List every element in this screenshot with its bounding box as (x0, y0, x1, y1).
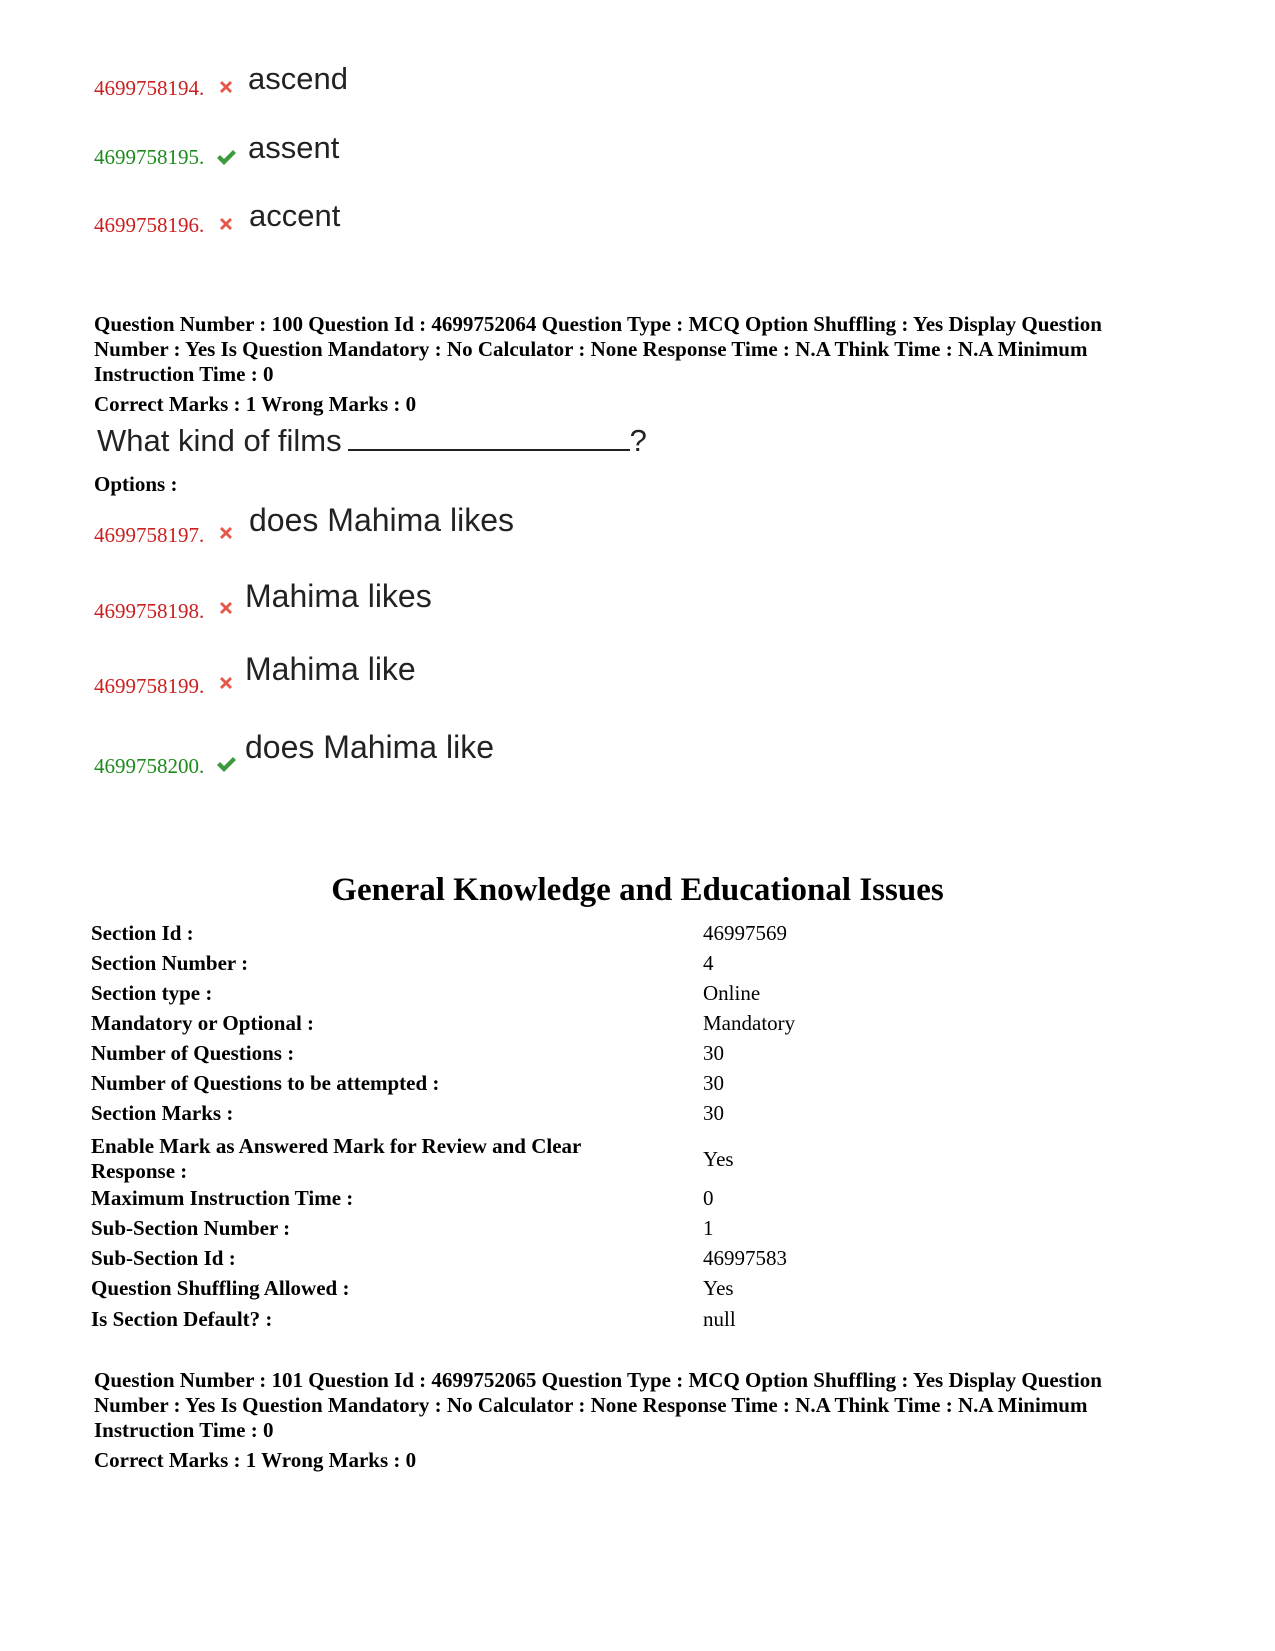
cross-icon (215, 672, 237, 694)
cross-icon (215, 597, 237, 619)
option-text: assent (248, 130, 340, 165)
option-id: 4699758196. (94, 213, 205, 237)
cross-icon (215, 213, 237, 235)
option-id: 4699758199. (94, 674, 205, 698)
option-id: 4699758198. (94, 599, 205, 623)
section-row: Is Section Default? : null (91, 1307, 736, 1331)
answer-blank (348, 423, 630, 451)
section-row: Question Shuffling Allowed : Yes (91, 1276, 734, 1300)
check-icon (215, 753, 237, 775)
check-icon (215, 146, 237, 168)
section-row: Maximum Instruction Time : 0 (91, 1186, 714, 1210)
option-text: Mahima likes (245, 578, 432, 614)
section-row: Section type : Online (91, 981, 761, 1005)
cross-icon (215, 522, 237, 544)
question-100-text: What kind of films ? (97, 423, 647, 458)
question-100-marks: Correct Marks : 1 Wrong Marks : 0 (94, 392, 417, 416)
option-text: accent (249, 198, 341, 233)
option-id: 4699758195. (94, 145, 205, 169)
section-row: Section Marks : 30 (91, 1101, 724, 1125)
question-101-meta: Question Number : 101 Question Id : 4699752065 Question Type : MCQ Option Shuffling : Yes Display Question Number : Yes Is Question Mandatory : No Calculator : None Response Time : N.A Think Time : N.A Minimum Instruction Time : 0 (94, 1368, 1102, 1442)
option-text: ascend (248, 61, 348, 96)
option-id: 4699758200. (94, 754, 205, 778)
section-row: Mandatory or Optional : Mandatory (91, 1011, 796, 1035)
option-id: 4699758194. (94, 76, 205, 100)
section-row: Number of Questions to be attempted : 30 (91, 1071, 724, 1095)
section-title: General Knowledge and Educational Issues (331, 872, 944, 908)
options-label: Options : (94, 472, 178, 496)
section-row: Section Id : 46997569 (91, 921, 787, 945)
option-text: does Mahima like (245, 729, 494, 765)
option-id: 4699758197. (94, 523, 205, 547)
question-100-meta: Question Number : 100 Question Id : 4699752064 Question Type : MCQ Option Shuffling : Yes Display Question Number : Yes Is Question Mandatory : No Calculator : None Response Time : N.A Think Time : N.A Minimum Instruction Time : 0 (94, 312, 1102, 386)
option-text: does Mahima likes (249, 502, 514, 538)
section-row: Number of Questions : 30 (91, 1041, 724, 1065)
option-text: Mahima like (245, 651, 416, 687)
section-row: Section Number : 4 (91, 951, 714, 975)
section-info-table (91, 921, 1191, 1337)
section-row: Sub-Section Number : 1 (91, 1216, 714, 1240)
section-row: Sub-Section Id : 46997583 (91, 1246, 787, 1270)
question-101-marks: Correct Marks : 1 Wrong Marks : 0 (94, 1448, 417, 1472)
cross-icon (215, 76, 237, 98)
section-row: Enable Mark as Answered Mark for Review and Clear Response : Yes (91, 1134, 734, 1183)
